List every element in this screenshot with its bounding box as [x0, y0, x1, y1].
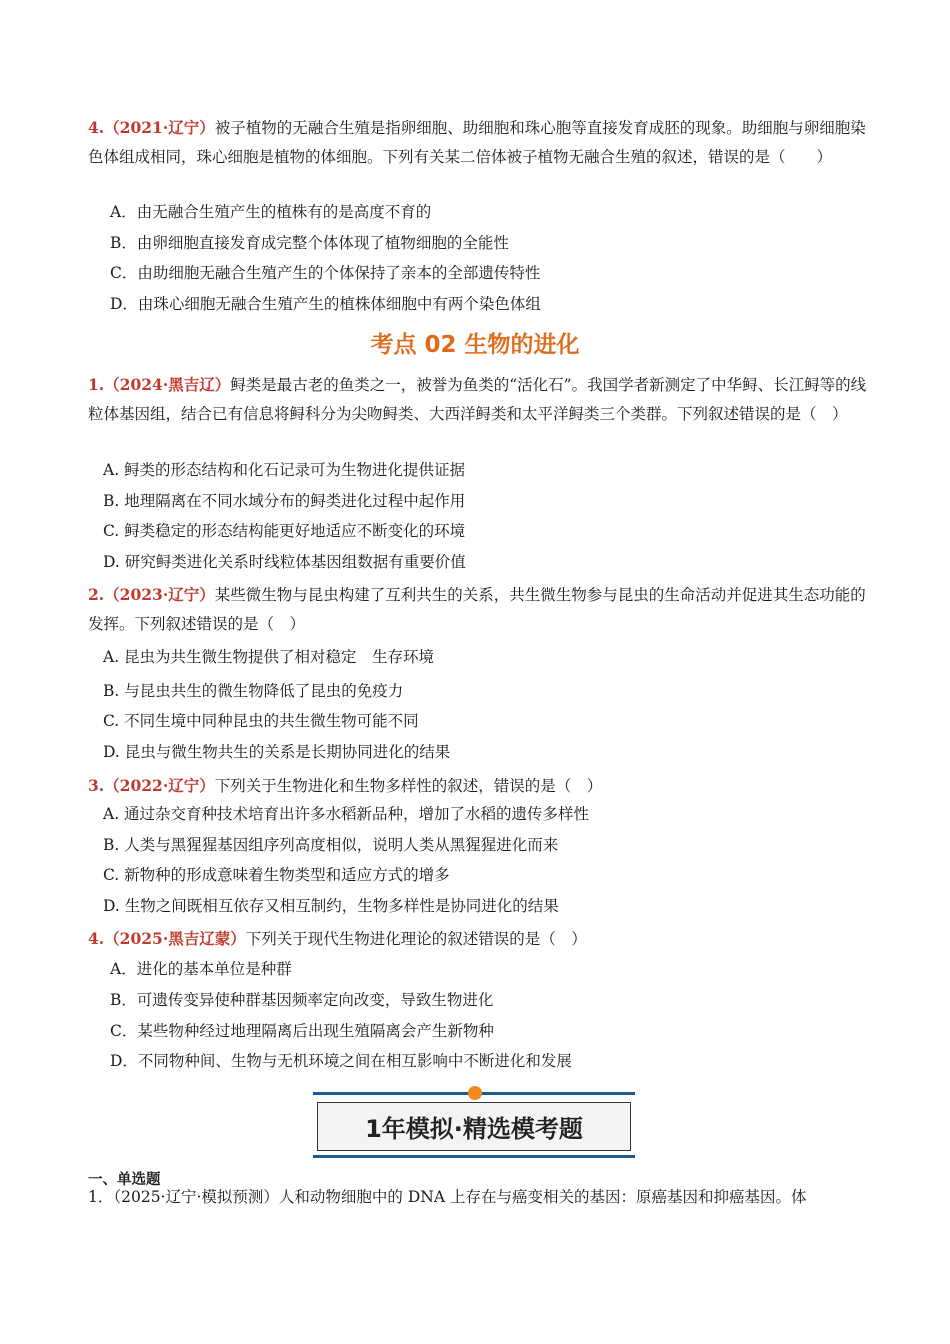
option-a: A．由无融合生殖产生的植株有的是高度不育的: [110, 203, 432, 221]
option-c: C．由助细胞无融合生殖产生的个体保持了亲本的全部遗传特性: [110, 264, 541, 282]
question-tag: 1.（2024·黑吉辽）: [88, 375, 231, 394]
option-a: A．进化的基本单位是种群: [110, 960, 292, 978]
option-d: D. 昆虫与微生物共生的关系是长期协同进化的结果: [103, 743, 451, 761]
question-tag: 3.（2022·辽宁）: [88, 776, 215, 795]
question-4: [88, 924, 868, 954]
option-c: C. 鲟类稳定的形态结构能更好地适应不断变化的环境: [103, 522, 466, 540]
question-stem: 下列关于生物进化和生物多样性的叙述，错误的是（ ）: [214, 777, 603, 795]
option-b: B. 与昆虫共生的微生物降低了昆虫的免疫力: [103, 682, 404, 700]
question-stem: 某些微生物与昆虫构建了互利共生的关系，共生微生物参与昆虫的生命活动并促进其生态功能的发挥。下列叙述错误的是（ ）: [88, 586, 866, 633]
question-stem: 下列关于现代生物进化理论的叙述错误的是（ ）: [245, 930, 587, 948]
option-c: C．某些物种经过地理隔离后出现生殖隔离会产生新物种: [110, 1022, 494, 1040]
banner-dot-icon: [468, 1086, 482, 1100]
option-c: C. 新物种的形成意味着生物类型和适应方式的增多: [103, 866, 450, 884]
question-stem: 被子植物的无融合生殖是指卵细胞、助细胞和珠心胞等直接发育成胚的现象。助细胞与卵细胞染色体组成相同，珠心细胞是植物的体细胞。下列有关某二倍体被子植物无融合生殖的叙述，错误的是（ ）: [88, 119, 866, 166]
question-tag: 4.（2021·辽宁）: [88, 118, 215, 137]
section-heading: 考点 02 生物的进化: [370, 332, 580, 358]
option-d: D．由珠心细胞无融合生殖产生的植株体细胞中有两个染色体组: [110, 295, 541, 313]
option-a: A. 昆虫为共生微生物提供了相对稳定 生存环境: [103, 648, 435, 666]
option-b: B. 地理隔离在不同水域分布的鲟类进化过程中起作用: [103, 492, 466, 510]
question-stem: 鲟类是最古老的鱼类之一，被誉为鱼类的“活化石”。我国学者新测定了中华鲟、长江鲟等的线粒体基因组，结合已有信息将鲟科分为尖吻鲟类、大西洋鲟类和太平洋鲟类三个类群。下列叙述错误的是（ ）: [88, 376, 867, 423]
option-c: C. 不同生境中同种昆虫的共生微生物可能不同: [103, 712, 419, 730]
section-banner: [313, 1092, 635, 1158]
option-a: A. 通过杂交育种技术培育出许多水稻新品种，增加了水稻的遗传多样性: [103, 805, 590, 823]
question-tag: 4.（2025·黑吉辽蒙）: [88, 929, 246, 948]
question-tag: 2.（2023·辽宁）: [88, 585, 215, 604]
question-2: [88, 580, 868, 639]
question-3: [88, 771, 868, 801]
option-d: D. 研究鲟类进化关系时线粒体基因组数据有重要价值: [103, 553, 466, 571]
option-b: B．可遗传变异使种群基因频率定向改变，导致生物进化: [110, 991, 494, 1009]
question-1: [88, 370, 868, 429]
subsection-title: 一、单选题: [88, 1172, 161, 1188]
option-b: B. 人类与黑猩猩基因组序列高度相似，说明人类从黑猩猩进化而来: [103, 836, 559, 854]
next-question-line: 1．（2025·辽宁·模拟预测）人和动物细胞中的 DNA 上存在与癌变相关的基因：原癌基因和抑癌基因。体: [88, 1188, 807, 1206]
option-a: A. 鲟类的形态结构和化石记录可为生物进化提供证据: [103, 461, 466, 479]
question-2021-liaoning: [88, 113, 868, 172]
option-d: D. 生物之间既相互依存又相互制约，生物多样性是协同进化的结果: [103, 897, 559, 915]
option-b: B．由卵细胞直接发育成完整个体体现了植物细胞的全能性: [110, 234, 509, 252]
option-d: D．不同物种间、生物与无机环境之间在相互影响中不断进化和发展: [110, 1052, 572, 1070]
banner-title: 1年模拟·精选模考题: [317, 1102, 631, 1151]
